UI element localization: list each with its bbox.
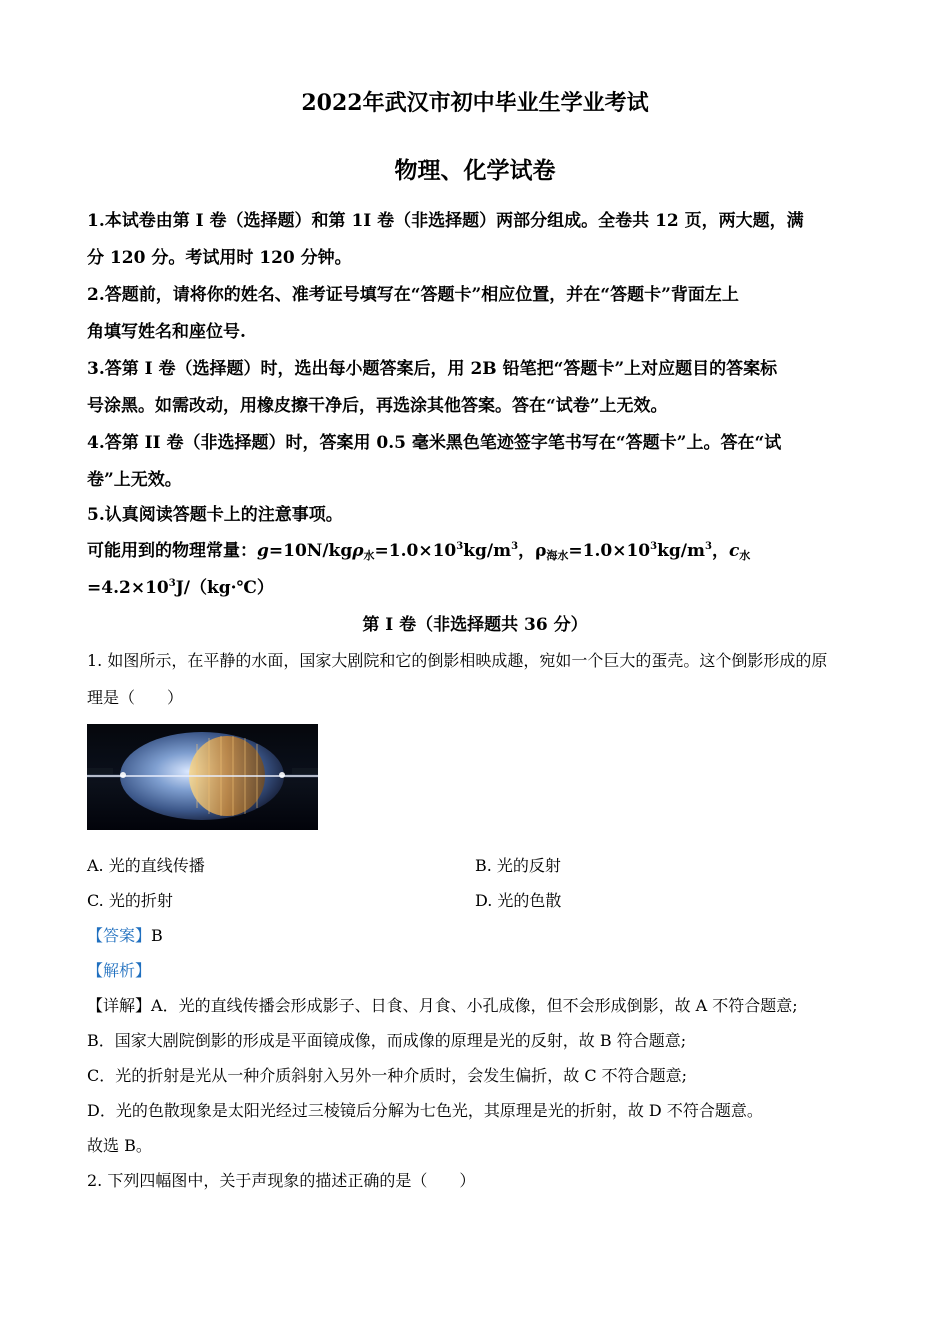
- exam-title: 2022年武汉市初中毕业生学业考试: [301, 90, 649, 116]
- answer-value: B: [151, 926, 163, 945]
- constants-label: 可能用到的物理常量：: [87, 541, 257, 561]
- physics-constants-line-2: $=4.2\times 10^3J/(kg\cdot℃)$: [87, 578, 274, 598]
- instruction-line: 3.答第 I 卷（选择题）时，选出每小题答案后，用 2B 铅笔把“答题卡”上对应题目的答案标: [87, 359, 778, 379]
- option-c: C. 光的折射: [87, 891, 173, 910]
- exam-subtitle: 物理、化学试卷: [394, 157, 556, 184]
- instruction-line: 4.答第 II 卷（非选择题）时，答案用 0.5 毫米黑色笔迹签字笔书写在“答题卡”上。答在“试: [87, 433, 782, 453]
- answer-line: [87, 923, 163, 946]
- conclusion-line: 故选 B。: [87, 1136, 152, 1155]
- question-1-stem-2: 理是（ ）: [87, 688, 184, 707]
- instruction-line: 2.答题前，请将你的姓名、准考证号填写在“答题卡”相应位置，并在“答题卡”背面左上: [87, 285, 739, 305]
- answer-tag: 【答案】: [87, 926, 152, 945]
- question-2-stem: 2. 下列四幅图中，关于声现象的描述正确的是（ ）: [87, 1171, 476, 1190]
- option-b: B. 光的反射: [475, 856, 561, 875]
- detail-line: C．光的折射是光从一种介质斜射入另外一种介质时，会发生偏折，故 C 不符合题意;: [87, 1066, 688, 1085]
- detail-line: 【详解】A．光的直线传播会形成影子、日食、月食、小孔成像，但不会形成倒影，故 A 不符合题意;: [87, 996, 798, 1015]
- physics-constants-line: 可能用到的物理常量：$g=10N/kg\rho_水=1.0\times 10^3kg/m^3$，$\rho_{海水}=1.0\times 10^3kg/m^3$，$c_水$: [87, 541, 751, 562]
- instruction-line: 卷”上无效。: [87, 470, 182, 490]
- detail-line: B．国家大剧院倒影的形成是平面镜成像，而成像的原理是光的反射，故 B 符合题意;: [87, 1031, 687, 1050]
- section-title: 第 I 卷（非选择题共 36 分）: [362, 615, 588, 635]
- analysis-tag: 【解析】: [87, 961, 152, 980]
- instruction-line: 角填写姓名和座位号.: [87, 322, 246, 342]
- option-d: D. 光的色散: [475, 891, 562, 910]
- detail-tag: 【详解】: [87, 996, 152, 1015]
- theatre-illustration: [87, 724, 318, 830]
- instruction-line: 5.认真阅读答题卡上的注意事项。: [87, 505, 343, 525]
- instruction-line: 号涂黑。如需改动，用橡皮擦干净后，再选涂其他答案。答在“试卷”上无效。: [87, 396, 668, 416]
- instruction-line: 分 120 分。考试用时 120 分钟。: [87, 248, 352, 268]
- grand-theatre-reflection-image: [87, 724, 318, 830]
- instruction-line: 1.本试卷由第 I 卷（选择题）和第 1I 卷（非选择题）两部分组成。全卷共 12 页，两大题，满: [87, 211, 804, 231]
- detail-line: D．光的色散现象是太阳光经过三棱镜后分解为七色光，其原理是光的折射，故 D 不符合题意。: [87, 1101, 763, 1120]
- option-a: A. 光的直线传播: [87, 856, 205, 875]
- question-1-stem: 1. 如图所示，在平静的水面，国家大剧院和它的倒影相映成趣，宛如一个巨大的蛋壳。这个倒影形成的原: [87, 651, 828, 670]
